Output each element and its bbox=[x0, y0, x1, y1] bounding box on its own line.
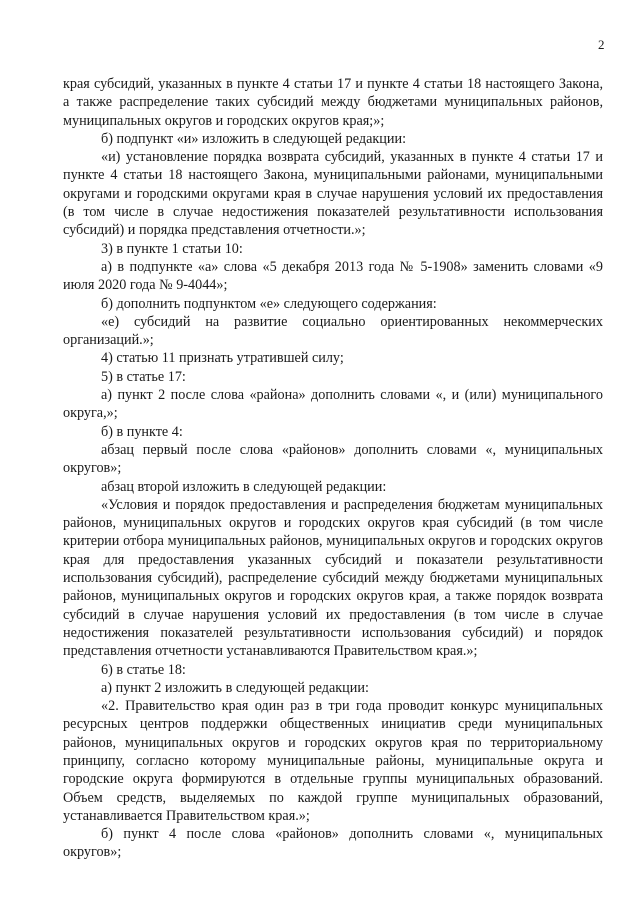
paragraph: «2. Правительство края один раз в три года проводит конкурс муниципальных ресурсных центров поддержки общественных инициатив среди муниципальных районов, муниципальных округов и городских округов края по территориальному принципу, согласно которому муниципальные районы, муниципальные округа и городские округа формируются в отдельные группы муниципальных образований. Объем средств, выделяемых по каждой группе муниципальных образований, устанавливается Правительством края.»; bbox=[63, 698, 603, 824]
paragraph: «е) субсидий на развитие социально ориентированных некоммерческих организаций.»; bbox=[63, 313, 603, 349]
paragraph: а) в подпункте «а» слова «5 декабря 2013 года № 5-1908» заменить словами «9 июля 2020 года № 9-4044»; bbox=[63, 258, 603, 294]
paragraph: а) пункт 2 после слова «района» дополнить словами «, и (или) муниципального округа,»; bbox=[63, 387, 603, 422]
paragraph: 6) в статье 18: bbox=[101, 661, 186, 678]
paragraph: 3) в пункте 1 статьи 10: bbox=[101, 240, 243, 257]
paragraph: б) подпункт «и» изложить в следующей редакции: bbox=[101, 130, 407, 147]
paragraph: «и) установление порядка возврата субсидий, указанных в пункте 4 статьи 17 и пункте 4 статьи 18 настоящего Закона, муниципальными районами, муниципальными округами и городскими округами края в случае нарушения условий их предоставления (в том числе в случае недостижения показателей результативности использования субсидий) и порядка представления отчетности.»; bbox=[63, 149, 603, 239]
paragraph: б) пункт 4 после слова «районов» дополнить словами «, муниципальных округов»; bbox=[63, 826, 603, 861]
paragraph: 4) статью 11 признать утратившей силу; bbox=[101, 350, 344, 367]
page-number: 2 bbox=[598, 37, 605, 52]
paragraph: а) пункт 2 изложить в следующей редакции: bbox=[101, 679, 369, 696]
paragraph: абзац второй изложить в следующей редакции: bbox=[101, 478, 387, 495]
paragraph: б) дополнить подпунктом «е» следующего содержания: bbox=[101, 295, 437, 312]
paragraph: б) в пункте 4: bbox=[101, 423, 183, 440]
document-body bbox=[63, 75, 603, 862]
paragraph: «Условия и порядок предоставления и распределения бюджетам муниципальных районов, муниципальных округов и городских округов края субсидий (в том числе критерии отбора муниципальных районов, муниципальных округов и городских округов края для предоставления указанных субсидий и показатели результативности использования субсидий), распределение субсидий между бюджетами муниципальных районов, муниципальных округов и городских округов края, а также порядок возврата субсидий в случае нарушения условий их предоставления (в том числе в случае недостижения показателей результативности использования субсидий) и порядок представления отчетности устанавливаются Правительством края.»; bbox=[63, 496, 603, 660]
paragraph: края субсидий, указанных в пункте 4 статьи 17 и пункте 4 статьи 18 настоящего Закона, а также распределение таких субсидий между бюджетами муниципальных районов, муниципальных округов и городских округов края;»; bbox=[63, 76, 603, 129]
paragraph: 5) в статье 17: bbox=[101, 368, 186, 385]
paragraph: абзац первый после слова «районов» дополнить словами «, муниципальных округов»; bbox=[63, 441, 603, 477]
